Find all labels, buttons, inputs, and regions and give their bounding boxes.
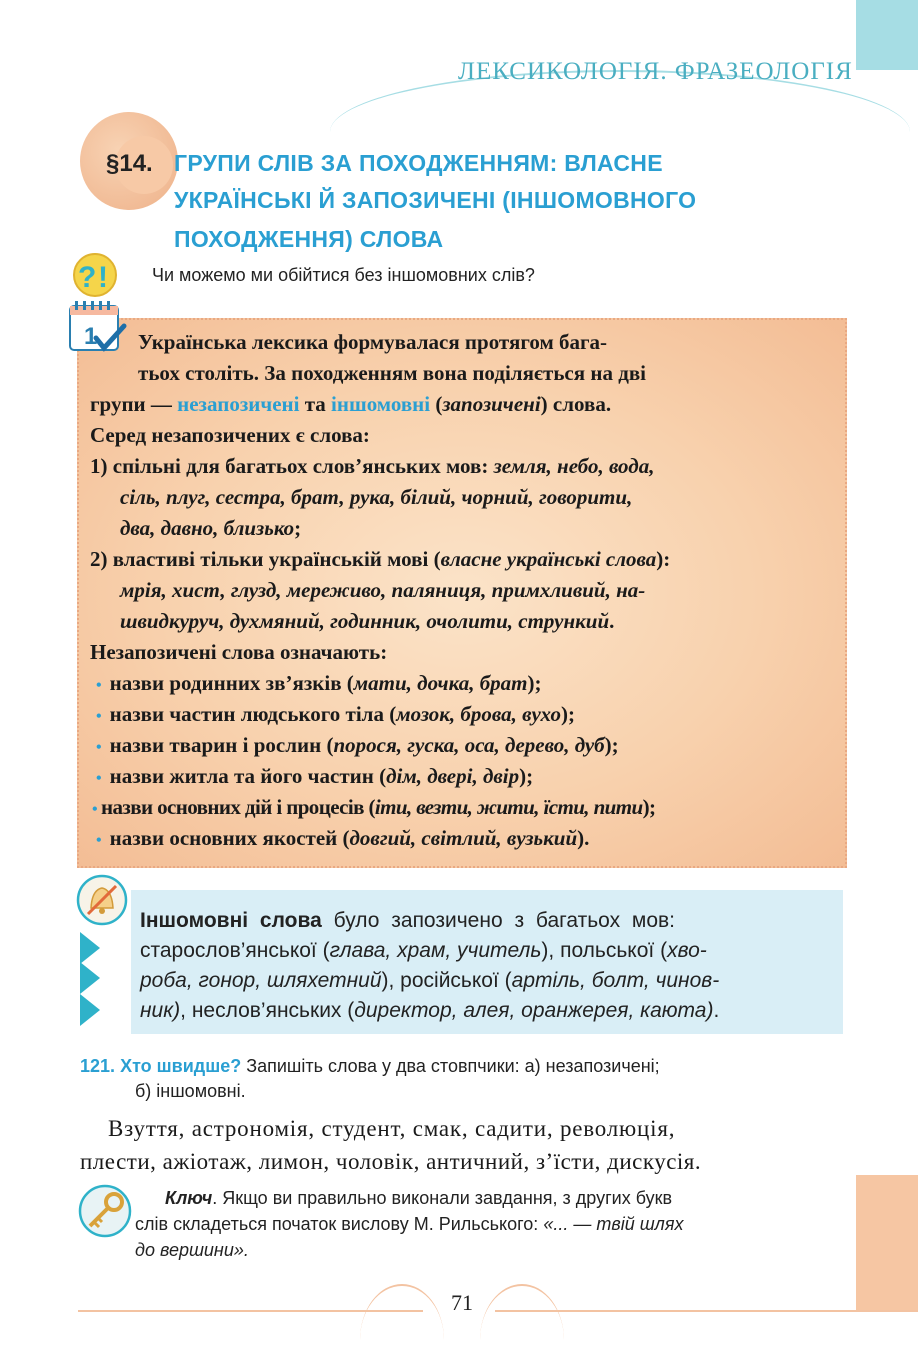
header-title: ЛЕКСИКОЛОГІЯ. ФРАЗЕОЛОГІЯ	[458, 58, 853, 85]
rule-line-2: тьох століть. За походженням вона поділяється на дві	[138, 361, 646, 385]
rule-line-8: 2) властиві тільки українській мові (власне українські слова):	[90, 547, 671, 571]
info-line-4: ник), неслов’янських (директор, алея, оранжерея, каюта).	[140, 999, 720, 1022]
bullet-item: • назви основних дій і процесів (іти, везти, жити, їсти, пити);	[92, 795, 656, 819]
info-line-2: старослов’янської (глава, храм, учитель), польської (хво-	[140, 939, 707, 962]
question-icon	[70, 252, 120, 298]
section-title-line-2: УКРАЇНСЬКІ Й ЗАПОЗИЧЕНІ (ІНШОМОВНОГО	[174, 187, 697, 213]
term-foreign: іншомовні	[331, 392, 431, 416]
rule-line-7: два, давно, близько;	[120, 516, 302, 540]
bullet-item: • назви родинних зв’язків (мати, дочка, брат);	[96, 671, 542, 695]
page-number: 71	[451, 1290, 473, 1315]
key-line-3: до вершини».	[135, 1240, 249, 1260]
svg-text:!: !	[98, 261, 108, 294]
calendar-rule-icon	[66, 298, 128, 356]
arrow-marker-icon	[80, 932, 100, 964]
intro-question: Чи можемо ми обійтися без іншомовних слів?	[152, 265, 535, 285]
info-line-1: Іншомовні слова було запозичено з багатьох мов:	[140, 909, 676, 932]
corner-tab	[856, 0, 918, 70]
section-title-line-3: ПОХОДЖЕННЯ) СЛОВА	[174, 226, 444, 252]
rule-line-5: 1) спільні для багатьох слов’янських мов: земля, небо, вода,	[90, 454, 655, 478]
rule-line-3: групи — незапозичені та іншомовні (запозичені) слова.	[90, 392, 612, 416]
footer-arc-right	[480, 1284, 564, 1340]
section-number: §14.	[106, 150, 153, 177]
info-line-3: роба, гонор, шляхетний), російської (артіль, болт, чинов-	[140, 969, 720, 992]
key-label: Ключ	[165, 1188, 213, 1208]
rule-line-1: Українська лексика формувалася протягом бага-	[138, 330, 608, 354]
exercise-words-line-2: плести, ажіотаж, лимон, чоловік, античний, з’їсти, дискусія.	[80, 1149, 702, 1174]
arrow-marker-icon	[80, 994, 100, 1026]
exercise-lead: Хто швидше?	[120, 1056, 242, 1076]
svg-text:?: ?	[78, 261, 97, 294]
bullet-item: • назви основних якостей (довгий, світлий, вузький).	[96, 826, 590, 850]
rule-line-6: сіль, плуг, сестра, брат, рука, білий, чорний, говорити,	[120, 485, 633, 509]
rule-line-4: Серед незапозичених є слова:	[90, 423, 370, 447]
rule-line-9: мрія, хист, глузд, мереживо, паляниця, примхливий, на-	[120, 578, 646, 602]
exercise-words-line-1: Взуття, астрономія, студент, смак, садити, революція,	[108, 1116, 676, 1141]
section-title-line-1: ГРУПИ СЛІВ ЗА ПОХОДЖЕННЯМ: ВЛАСНЕ	[174, 150, 663, 176]
arrow-marker-icon	[80, 962, 100, 994]
rule-line-10: швидкуруч, духмяний, годинник, очолити, стрункий.	[120, 609, 615, 633]
exercise-line-1: 121. Хто швидше? Запишіть слова у два стовпчики: а) незапозичені;	[80, 1056, 660, 1076]
key-line-1: Ключ. Якщо ви правильно виконали завдання, з других букв	[165, 1188, 673, 1208]
exercise-line-2: б) іншомовні.	[135, 1081, 246, 1101]
term-native: незапозичені	[177, 392, 300, 416]
footer-arc-left	[360, 1284, 444, 1340]
rule-line-11: Незапозичені слова означають:	[90, 640, 388, 664]
bullet-item: • назви частин людського тіла (мозок, брова, вухо);	[96, 702, 576, 726]
bullet-item: • назви тварин і рослин (порося, гуска, оса, дерево, дуб);	[96, 733, 619, 757]
bell-icon	[76, 874, 128, 926]
bullet-item: • назви житла та його частин (дім, двері, двір);	[96, 764, 534, 788]
svg-text:1: 1	[84, 323, 98, 350]
side-tab	[856, 1175, 918, 1311]
key-line-2: слів складеться початок вислову М. Рильського: «... — твій шлях	[135, 1214, 684, 1234]
exercise-number: 121.	[80, 1056, 116, 1076]
key-icon	[78, 1184, 132, 1238]
